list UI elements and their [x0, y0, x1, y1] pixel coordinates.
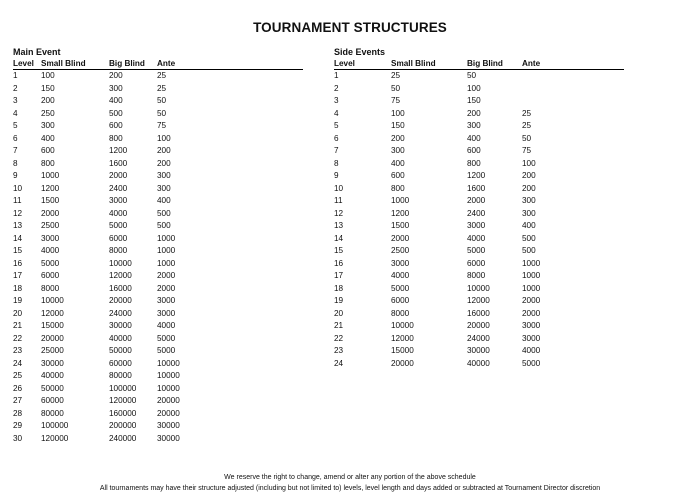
ante-cell: 50	[157, 108, 167, 118]
ante-cell: 3000	[522, 333, 541, 343]
big-blind-cell: 3000	[467, 221, 486, 230]
table-row	[334, 220, 624, 233]
big-blind-cell: 40000	[467, 358, 490, 368]
big-blind-cell: 300	[467, 121, 481, 130]
ante-cell: 5000	[157, 333, 176, 343]
big-blind-cell: 10000	[109, 258, 132, 268]
footer-disclaimer-1: We reserve the right to change, amend or alter any portion of the above schedule	[224, 474, 476, 481]
big-blind-cell: 6000	[467, 258, 486, 268]
small-blind-cell: 400	[391, 158, 405, 168]
big-blind-cell: 16000	[467, 308, 490, 318]
level-cell: 17	[13, 271, 23, 280]
small-blind-cell: 1500	[391, 221, 410, 230]
ante-cell: 30000	[157, 421, 180, 430]
table-row	[13, 320, 303, 333]
table-row	[13, 170, 303, 183]
big-blind-cell: 400	[109, 96, 123, 105]
table-row	[334, 208, 624, 221]
big-blind-cell: 30000	[109, 321, 132, 330]
big-blind-cell: 5000	[467, 246, 486, 255]
big-blind-cell: 20000	[467, 321, 490, 330]
level-cell: 28	[13, 408, 23, 418]
big-blind-cell: 40000	[109, 333, 132, 343]
small-blind-cell: 10000	[391, 321, 414, 330]
big-blind-cell: 600	[467, 146, 481, 155]
level-cell: 8	[334, 158, 339, 168]
table-row	[334, 245, 624, 258]
ante-cell: 10000	[157, 383, 180, 393]
level-cell: 12	[13, 208, 23, 218]
big-blind-cell: 200	[109, 71, 123, 80]
ante-cell: 75	[522, 146, 532, 155]
small-blind-cell: 3000	[41, 233, 60, 243]
table-row	[334, 108, 624, 121]
level-cell: 10	[334, 183, 344, 193]
level-cell: 14	[334, 233, 344, 243]
big-blind-cell: 2000	[467, 196, 486, 205]
big-blind-cell: 800	[467, 158, 481, 168]
table-row	[334, 320, 624, 333]
small-blind-cell: 25	[391, 71, 401, 80]
level-cell: 21	[334, 321, 344, 330]
big-blind-cell: 300	[109, 83, 123, 93]
column-header-ante: Ante	[522, 58, 624, 70]
big-blind-cell: 150	[467, 96, 481, 105]
level-cell: 15	[13, 246, 23, 255]
table-row	[334, 83, 624, 96]
table-row	[13, 395, 303, 408]
big-blind-cell: 200	[467, 108, 481, 118]
small-blind-cell: 10000	[41, 296, 64, 305]
table-row	[13, 345, 303, 358]
big-blind-cell: 1600	[109, 158, 128, 168]
small-blind-cell: 80000	[41, 408, 64, 418]
big-blind-cell: 2000	[109, 171, 128, 180]
table-row	[13, 158, 303, 171]
table-row	[13, 383, 303, 396]
big-blind-cell: 20000	[109, 296, 132, 305]
ante-cell: 4000	[157, 321, 176, 330]
ante-cell: 500	[522, 233, 536, 243]
big-blind-cell: 240000	[109, 433, 137, 443]
ante-cell: 500	[522, 246, 536, 255]
ante-cell: 5000	[157, 346, 176, 355]
level-cell: 22	[13, 333, 23, 343]
column-header-big-blind: Big Blind	[467, 58, 522, 70]
small-blind-cell: 5000	[41, 258, 60, 268]
level-cell: 6	[13, 133, 18, 143]
ante-cell: 5000	[522, 358, 541, 368]
level-cell: 14	[13, 233, 23, 243]
column-header-level: Level	[13, 58, 41, 70]
level-cell: 20	[13, 308, 23, 318]
ante-cell: 500	[157, 221, 171, 230]
ante-cell: 25	[522, 121, 532, 130]
small-blind-cell: 2500	[41, 221, 60, 230]
level-cell: 7	[13, 146, 18, 155]
level-cell: 29	[13, 421, 23, 430]
ante-cell: 4000	[522, 346, 541, 355]
ante-cell: 2000	[522, 308, 541, 318]
ante-cell: 300	[157, 171, 171, 180]
small-blind-cell: 1500	[41, 196, 60, 205]
small-blind-cell: 1200	[41, 183, 60, 193]
level-cell: 18	[13, 283, 23, 293]
small-blind-cell: 600	[41, 146, 55, 155]
small-blind-cell: 1200	[391, 208, 410, 218]
ante-cell: 50	[157, 96, 167, 105]
level-cell: 15	[334, 246, 344, 255]
table-row	[334, 95, 624, 108]
small-blind-cell: 20000	[391, 358, 414, 368]
big-blind-cell: 4000	[467, 233, 486, 243]
big-blind-cell: 6000	[109, 233, 128, 243]
big-blind-cell: 4000	[109, 208, 128, 218]
level-cell: 19	[13, 296, 23, 305]
small-blind-cell: 20000	[41, 333, 64, 343]
table-row	[13, 145, 303, 158]
footer-disclaimer-2: All tournaments may have their structure adjusted (including but not limited to) levels, level length and days added or subtracted at Tournament Director discretion	[99, 485, 601, 492]
level-cell: 4	[334, 108, 339, 118]
small-blind-cell: 75	[391, 96, 401, 105]
ante-cell: 3000	[157, 296, 176, 305]
main-event-heading: Main Event	[13, 47, 61, 57]
table-row	[13, 245, 303, 258]
level-cell: 8	[13, 158, 18, 168]
small-blind-cell: 60000	[41, 396, 64, 405]
table-row	[13, 283, 303, 296]
table-row	[13, 408, 303, 421]
small-blind-cell: 12000	[41, 308, 64, 318]
level-cell: 21	[13, 321, 23, 330]
big-blind-cell: 100000	[109, 383, 137, 393]
table-row	[13, 133, 303, 146]
small-blind-cell: 15000	[391, 346, 414, 355]
level-cell: 25	[13, 371, 23, 380]
table-row	[334, 283, 624, 296]
big-blind-cell: 160000	[109, 408, 137, 418]
level-cell: 6	[334, 133, 339, 143]
ante-cell: 200	[522, 183, 536, 193]
small-blind-cell: 100	[391, 108, 405, 118]
small-blind-cell: 150	[41, 83, 55, 93]
level-cell: 3	[334, 96, 339, 105]
big-blind-cell: 800	[109, 133, 123, 143]
table-row	[334, 158, 624, 171]
small-blind-cell: 120000	[41, 433, 69, 443]
level-cell: 27	[13, 396, 23, 405]
small-blind-cell: 8000	[41, 283, 60, 293]
table-row	[13, 270, 303, 283]
small-blind-cell: 5000	[391, 283, 410, 293]
ante-cell: 100	[157, 133, 171, 143]
ante-cell: 400	[157, 196, 171, 205]
table-row	[334, 295, 624, 308]
big-blind-cell: 400	[467, 133, 481, 143]
ante-cell: 500	[157, 208, 171, 218]
level-cell: 16	[334, 258, 344, 268]
level-cell: 17	[334, 271, 344, 280]
ante-cell: 300	[157, 183, 171, 193]
ante-cell: 10000	[157, 371, 180, 380]
small-blind-cell: 50	[391, 83, 401, 93]
level-cell: 11	[13, 196, 22, 205]
table-row	[13, 433, 303, 446]
big-blind-cell: 8000	[467, 271, 486, 280]
table-row	[334, 358, 624, 371]
table-row	[13, 95, 303, 108]
small-blind-cell: 200	[41, 96, 55, 105]
big-blind-cell: 2400	[467, 208, 486, 218]
ante-cell: 1000	[157, 246, 176, 255]
big-blind-cell: 1600	[467, 183, 486, 193]
ante-cell: 3000	[157, 308, 176, 318]
big-blind-cell: 30000	[467, 346, 490, 355]
big-blind-cell: 120000	[109, 396, 137, 405]
level-cell: 13	[334, 221, 344, 230]
level-cell: 12	[334, 208, 344, 218]
table-row	[334, 133, 624, 146]
level-cell: 10	[13, 183, 23, 193]
table-row	[334, 270, 624, 283]
big-blind-cell: 60000	[109, 358, 132, 368]
level-cell: 18	[334, 283, 344, 293]
ante-cell: 75	[157, 121, 167, 130]
table-row	[334, 120, 624, 133]
table-row	[334, 258, 624, 271]
small-blind-cell: 4000	[41, 246, 60, 255]
side-events-section	[334, 46, 624, 370]
column-header-small-blind: Small Blind	[391, 58, 467, 70]
small-blind-cell: 800	[41, 158, 55, 168]
level-cell: 1	[334, 71, 339, 80]
table-row	[13, 420, 303, 433]
level-cell: 9	[13, 171, 18, 180]
main-event-section	[13, 46, 303, 445]
table-row	[13, 258, 303, 271]
level-cell: 30	[13, 433, 23, 443]
table-row	[334, 145, 624, 158]
ante-cell: 300	[522, 196, 536, 205]
ante-cell: 400	[522, 221, 536, 230]
table-row	[13, 208, 303, 221]
main-event-table	[13, 58, 303, 445]
ante-cell: 2000	[522, 296, 541, 305]
ante-cell	[522, 83, 624, 96]
ante-cell: 1000	[522, 258, 541, 268]
level-cell: 5	[334, 121, 339, 130]
big-blind-cell: 500	[109, 108, 123, 118]
level-cell: 23	[13, 346, 23, 355]
ante-cell: 100	[522, 158, 536, 168]
ante-cell: 1000	[157, 258, 176, 268]
side-events-table	[334, 58, 624, 370]
table-row	[13, 370, 303, 383]
level-cell: 26	[13, 383, 23, 393]
small-blind-cell: 3000	[391, 258, 410, 268]
table-row	[13, 70, 303, 83]
ante-cell: 2000	[157, 271, 176, 280]
table-row	[334, 195, 624, 208]
table-row	[334, 233, 624, 246]
small-blind-cell: 15000	[41, 321, 64, 330]
big-blind-cell: 12000	[467, 296, 490, 305]
table-row	[13, 120, 303, 133]
small-blind-cell: 800	[391, 183, 405, 193]
level-cell: 9	[334, 171, 339, 180]
table-row	[13, 308, 303, 321]
big-blind-cell: 12000	[109, 271, 132, 280]
small-blind-cell: 1000	[391, 196, 410, 205]
ante-cell: 50	[522, 133, 532, 143]
small-blind-cell: 2500	[391, 246, 410, 255]
small-blind-cell: 30000	[41, 358, 64, 368]
small-blind-cell: 100	[41, 71, 55, 80]
table-row	[13, 108, 303, 121]
level-cell: 16	[13, 258, 23, 268]
small-blind-cell: 200	[391, 133, 405, 143]
big-blind-cell: 50	[467, 71, 477, 80]
level-cell: 11	[334, 196, 343, 205]
page-title: TOURNAMENT STRUCTURES	[253, 20, 447, 35]
ante-cell: 2000	[157, 283, 176, 293]
level-cell: 13	[13, 221, 23, 230]
ante-cell: 200	[157, 146, 171, 155]
column-header-big-blind: Big Blind	[109, 58, 157, 70]
big-blind-cell: 80000	[109, 371, 132, 380]
small-blind-cell: 12000	[391, 333, 414, 343]
table-header-row	[13, 58, 303, 70]
small-blind-cell: 150	[391, 121, 405, 130]
small-blind-cell: 4000	[391, 271, 410, 280]
small-blind-cell: 2000	[41, 208, 60, 218]
table-row	[13, 295, 303, 308]
ante-cell: 20000	[157, 396, 180, 405]
level-cell: 1	[13, 71, 18, 80]
column-header-level: Level	[334, 58, 391, 70]
small-blind-cell: 8000	[391, 308, 410, 318]
level-cell: 2	[13, 83, 18, 93]
small-blind-cell: 250	[41, 108, 55, 118]
ante-cell: 300	[522, 208, 536, 218]
big-blind-cell: 8000	[109, 246, 128, 255]
level-cell: 5	[13, 121, 18, 130]
big-blind-cell: 16000	[109, 283, 132, 293]
level-cell: 20	[334, 308, 344, 318]
ante-cell: 25	[522, 108, 532, 118]
small-blind-cell: 6000	[41, 271, 60, 280]
big-blind-cell: 10000	[467, 283, 490, 293]
small-blind-cell: 6000	[391, 296, 410, 305]
ante-cell	[522, 95, 624, 108]
level-cell: 19	[334, 296, 344, 305]
level-cell: 4	[13, 108, 18, 118]
big-blind-cell: 3000	[109, 196, 128, 205]
ante-cell: 200	[522, 171, 536, 180]
column-header-ante: Ante	[157, 58, 303, 70]
ante-cell: 25	[157, 83, 167, 93]
table-row	[334, 183, 624, 196]
small-blind-cell: 400	[41, 133, 55, 143]
ante-cell: 30000	[157, 433, 180, 443]
small-blind-cell: 300	[391, 146, 405, 155]
level-cell: 3	[13, 96, 18, 105]
ante-cell: 25	[157, 71, 167, 80]
table-row	[13, 333, 303, 346]
table-row	[13, 220, 303, 233]
level-cell: 23	[334, 346, 344, 355]
ante-cell: 1000	[522, 271, 541, 280]
table-row	[334, 308, 624, 321]
big-blind-cell: 1200	[467, 171, 486, 180]
big-blind-cell: 24000	[467, 333, 490, 343]
ante-cell	[522, 70, 624, 83]
ante-cell: 10000	[157, 358, 180, 368]
small-blind-cell: 300	[41, 121, 55, 130]
ante-cell: 3000	[522, 321, 541, 330]
table-row	[13, 358, 303, 371]
table-row	[13, 183, 303, 196]
level-cell: 7	[334, 146, 339, 155]
big-blind-cell: 50000	[109, 346, 132, 355]
big-blind-cell: 1200	[109, 146, 128, 155]
ante-cell: 1000	[522, 283, 541, 293]
table-row	[334, 345, 624, 358]
small-blind-cell: 600	[391, 171, 405, 180]
table-row	[13, 233, 303, 246]
big-blind-cell: 24000	[109, 308, 132, 318]
level-cell: 24	[13, 358, 23, 368]
level-cell: 2	[334, 83, 339, 93]
table-header-row	[334, 58, 624, 70]
column-header-small-blind: Small Blind	[41, 58, 109, 70]
ante-cell: 20000	[157, 408, 180, 418]
table-row	[334, 333, 624, 346]
small-blind-cell: 25000	[41, 346, 64, 355]
big-blind-cell: 5000	[109, 221, 128, 230]
ante-cell: 200	[157, 158, 171, 168]
table-row	[13, 195, 303, 208]
big-blind-cell: 100	[467, 83, 481, 93]
table-row	[13, 83, 303, 96]
side-events-heading: Side Events	[334, 47, 386, 57]
small-blind-cell: 1000	[41, 171, 60, 180]
small-blind-cell: 40000	[41, 371, 64, 380]
big-blind-cell: 600	[109, 121, 123, 130]
level-cell: 22	[334, 333, 344, 343]
ante-cell: 1000	[157, 233, 176, 243]
small-blind-cell: 2000	[391, 233, 410, 243]
table-row	[334, 70, 624, 83]
table-row	[334, 170, 624, 183]
small-blind-cell: 50000	[41, 383, 64, 393]
big-blind-cell: 200000	[109, 421, 137, 430]
big-blind-cell: 2400	[109, 183, 128, 193]
level-cell: 24	[334, 358, 344, 368]
small-blind-cell: 100000	[41, 421, 69, 430]
